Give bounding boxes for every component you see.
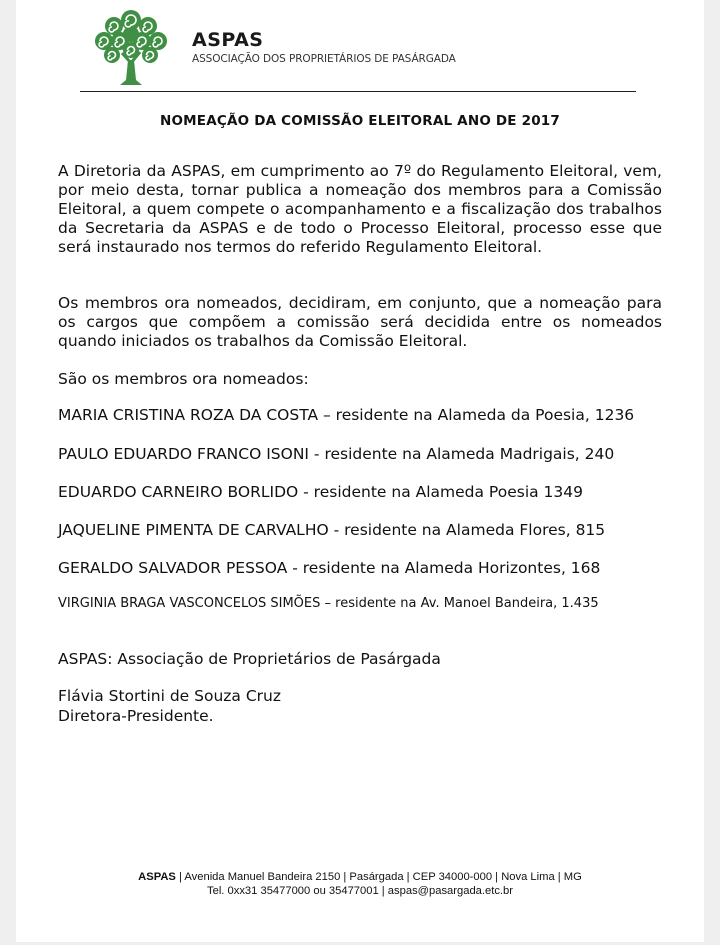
footer-address-line [16,871,704,885]
signature-role: Diretora-Presidente. [58,707,214,725]
member-item: GERALDO SALVADOR PESSOA - residente na Alameda Horizontes, 168 [58,559,601,577]
member-item: EDUARDO CARNEIRO BORLIDO - residente na Alameda Poesia 1349 [58,483,583,501]
member-item: MARIA CRISTINA ROZA DA COSTA – residente na Alameda da Poesia, 1236 [58,406,635,424]
org-acronym: ASPAS [192,29,264,51]
member-item: JAQUELINE PIMENTA DE CARVALHO - residente na Alameda Flores, 815 [58,521,606,539]
tree-logo-icon [92,8,170,86]
footer-address: | Avenida Manuel Bandeira 2150 | Pasárgada | CEP 34000-000 | Nova Lima | MG [175,871,582,883]
document-page [16,0,704,942]
footer-org: ASPAS [138,871,176,883]
paragraph-decision: Os membros ora nomeados, decidiram, em conjunto, que a nomeação para os cargos que compõem a comissão será decidida entre os nomeados quando iniciados os trabalhos da Comissão Eleitoral. [58,294,662,350]
org-full-name: ASSOCIAÇÃO DOS PROPRIETÁRIOS DE PASÁRGADA [192,53,456,65]
document-title: NOMEAÇÃO DA COMISSÃO ELEITORAL ANO DE 2017 [160,113,560,129]
signature-name: Flávia Stortini de Souza Cruz [58,687,282,705]
signature-org: ASPAS: Associação de Proprietários de Pasárgada [58,650,441,668]
paragraph-members-heading: São os membros ora nomeados: [58,370,309,388]
footer [16,871,704,898]
footer-contact: Tel. 0xx31 35477000 ou 35477001 | aspas@pasargada.etc.br [207,884,513,897]
member-item: VIRGINIA BRAGA VASCONCELOS SIMÕES – residente na Av. Manoel Bandeira, 1.435 [58,596,599,611]
member-item: PAULO EDUARDO FRANCO ISONI - residente na Alameda Madrigais, 240 [58,445,615,463]
paragraph-intro: A Diretoria da ASPAS, em cumprimento ao 7º do Regulamento Eleitoral, vem, por meio desta, tornar publica a nomeação dos membros para a Comissão Eleitoral, a quem compete o acompanhamento e a fiscalização dos trabalhos da Secretaria da ASPAS e de todo o Processo Eleitoral, processo esse que será instaurado nos termos do referido Regulamento Eleitoral. [58,162,662,256]
letterhead [80,8,636,94]
header-divider [80,91,636,92]
